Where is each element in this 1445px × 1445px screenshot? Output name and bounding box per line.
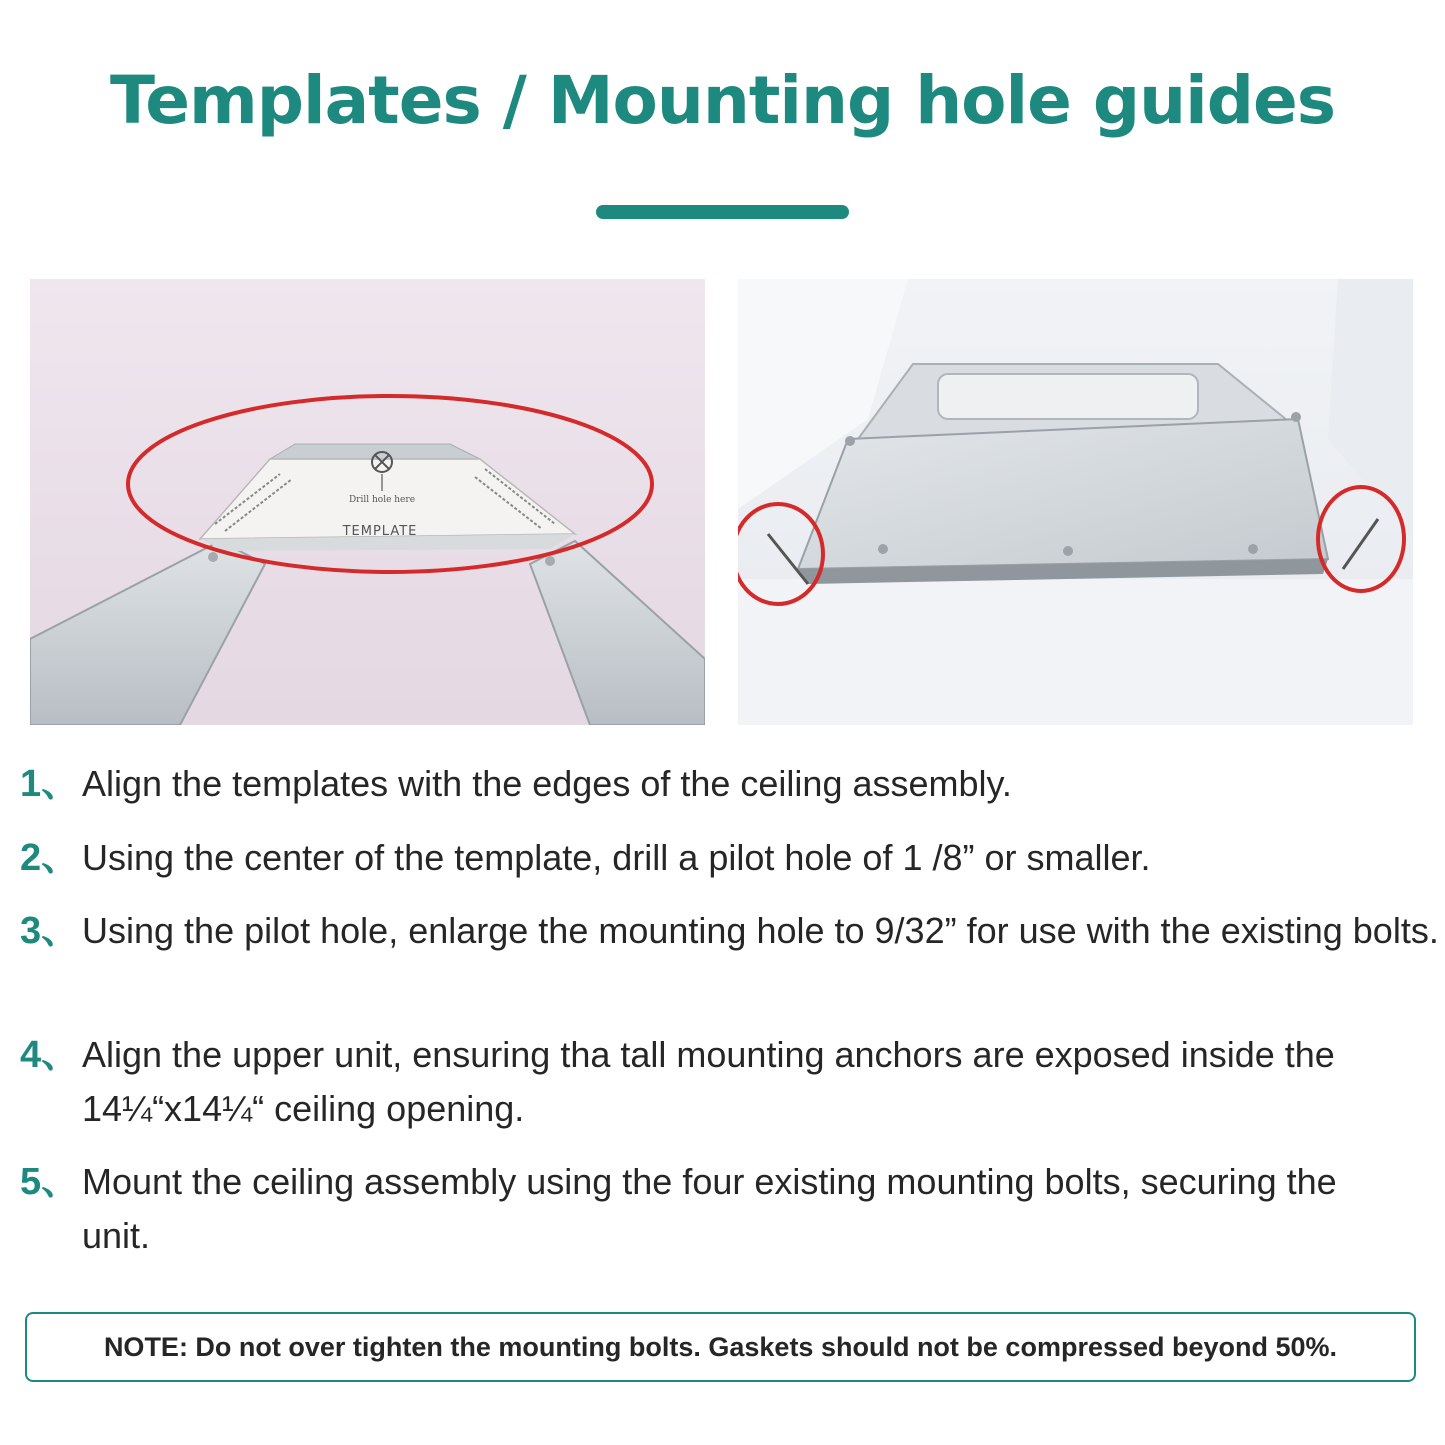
step-number: 1、 — [20, 763, 80, 805]
step-text: Mount the ceiling assembly using the four existing mounting bolts, securing the unit. — [82, 1161, 1337, 1256]
mounting-plate — [798, 419, 1328, 569]
list-item — [20, 1028, 1400, 1136]
template-label: TEMPLATE — [342, 524, 418, 539]
list-item — [20, 757, 1440, 811]
list-item — [20, 904, 1440, 958]
title-underline — [596, 205, 849, 219]
page-title: Templates / Mounting hole guides — [109, 62, 1336, 139]
list-item — [20, 1155, 1400, 1263]
note-text: NOTE: Do not over tighten the mounting bolts. Gaskets should not be compressed beyond 50%. — [103, 1331, 1338, 1362]
upper-unit-photo — [738, 279, 1413, 725]
step-text: Using the center of the template, drill a pilot hole of 1 /8” or smaller. — [82, 837, 1151, 878]
step-number: 4、 — [20, 1034, 80, 1076]
step-number: 3、 — [20, 910, 80, 952]
drill-label: Drill hole here — [348, 495, 416, 505]
step-text: Using the pilot hole, enlarge the mounting hole to 9/32” for use with the existing bolts. — [82, 910, 1439, 951]
step-number: 5、 — [20, 1161, 80, 1203]
note-box — [25, 1312, 1416, 1382]
list-item — [20, 831, 1440, 885]
step-text: Align the templates with the edges of the ceiling assembly. — [82, 763, 1012, 804]
step-text: Align the upper unit, ensuring tha tall mounting anchors are exposed inside the 14¼“x14¼“ ceiling opening. — [82, 1034, 1335, 1129]
template-photo — [30, 279, 705, 725]
step-number: 2、 — [20, 837, 80, 879]
